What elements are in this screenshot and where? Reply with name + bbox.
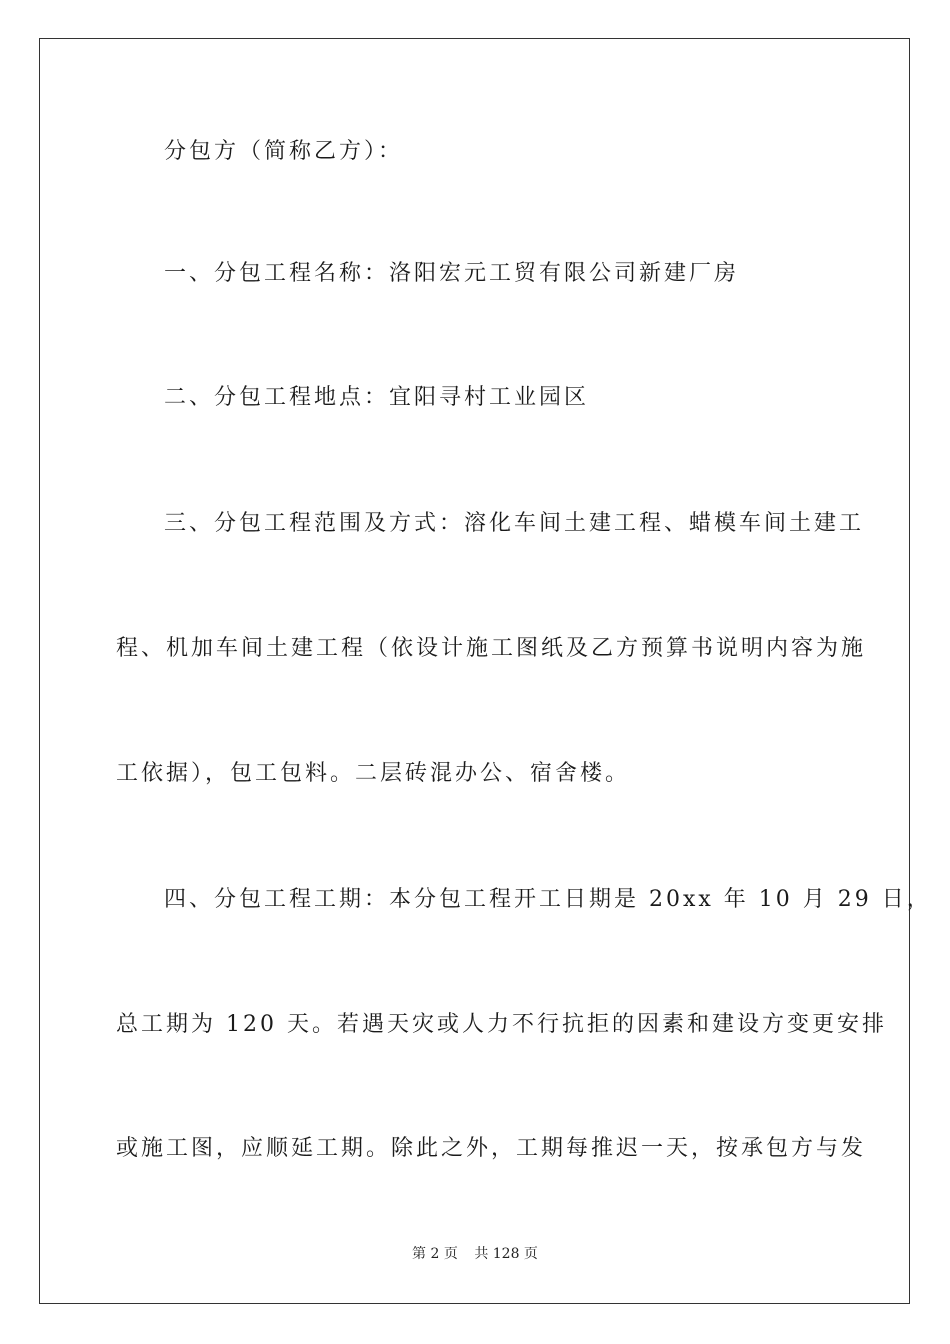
project-scope-line-2: 程、机加车间土建工程（依设计施工图纸及乙方预算书说明内容为施: [116, 636, 867, 661]
subcontractor-line: 分包方（简称乙方）：: [164, 139, 404, 164]
page-footer: [0, 1245, 950, 1263]
project-location-line: 二、分包工程地点：宜阳寻村工业园区: [164, 385, 590, 410]
project-scope-line-1: 三、分包工程范围及方式：溶化车间土建工程、蜡模车间土建工: [164, 511, 865, 536]
project-name-line: 一、分包工程名称：洛阳宏元工贸有限公司新建厂房: [164, 261, 740, 286]
project-duration-line-2: 总工期为 120 天。若遇天灾或人力不行抗拒的因素和建设方变更安排: [116, 1012, 887, 1037]
project-duration-line-1: 四、分包工程工期：本分包工程开工日期是 20xx 年 10 月 29 日，: [164, 887, 932, 912]
project-scope-line-3: 工依据），包工包料。二层砖混办公、宿舍楼。: [116, 761, 631, 786]
page-border: [39, 38, 932, 1304]
page-number: 第 2 页: [412, 1246, 458, 1262]
project-duration-line-3: 或施工图，应顺延工期。除此之外，工期每推迟一天，按承包方与发: [116, 1136, 867, 1161]
total-pages: 共 128 页: [474, 1246, 538, 1262]
